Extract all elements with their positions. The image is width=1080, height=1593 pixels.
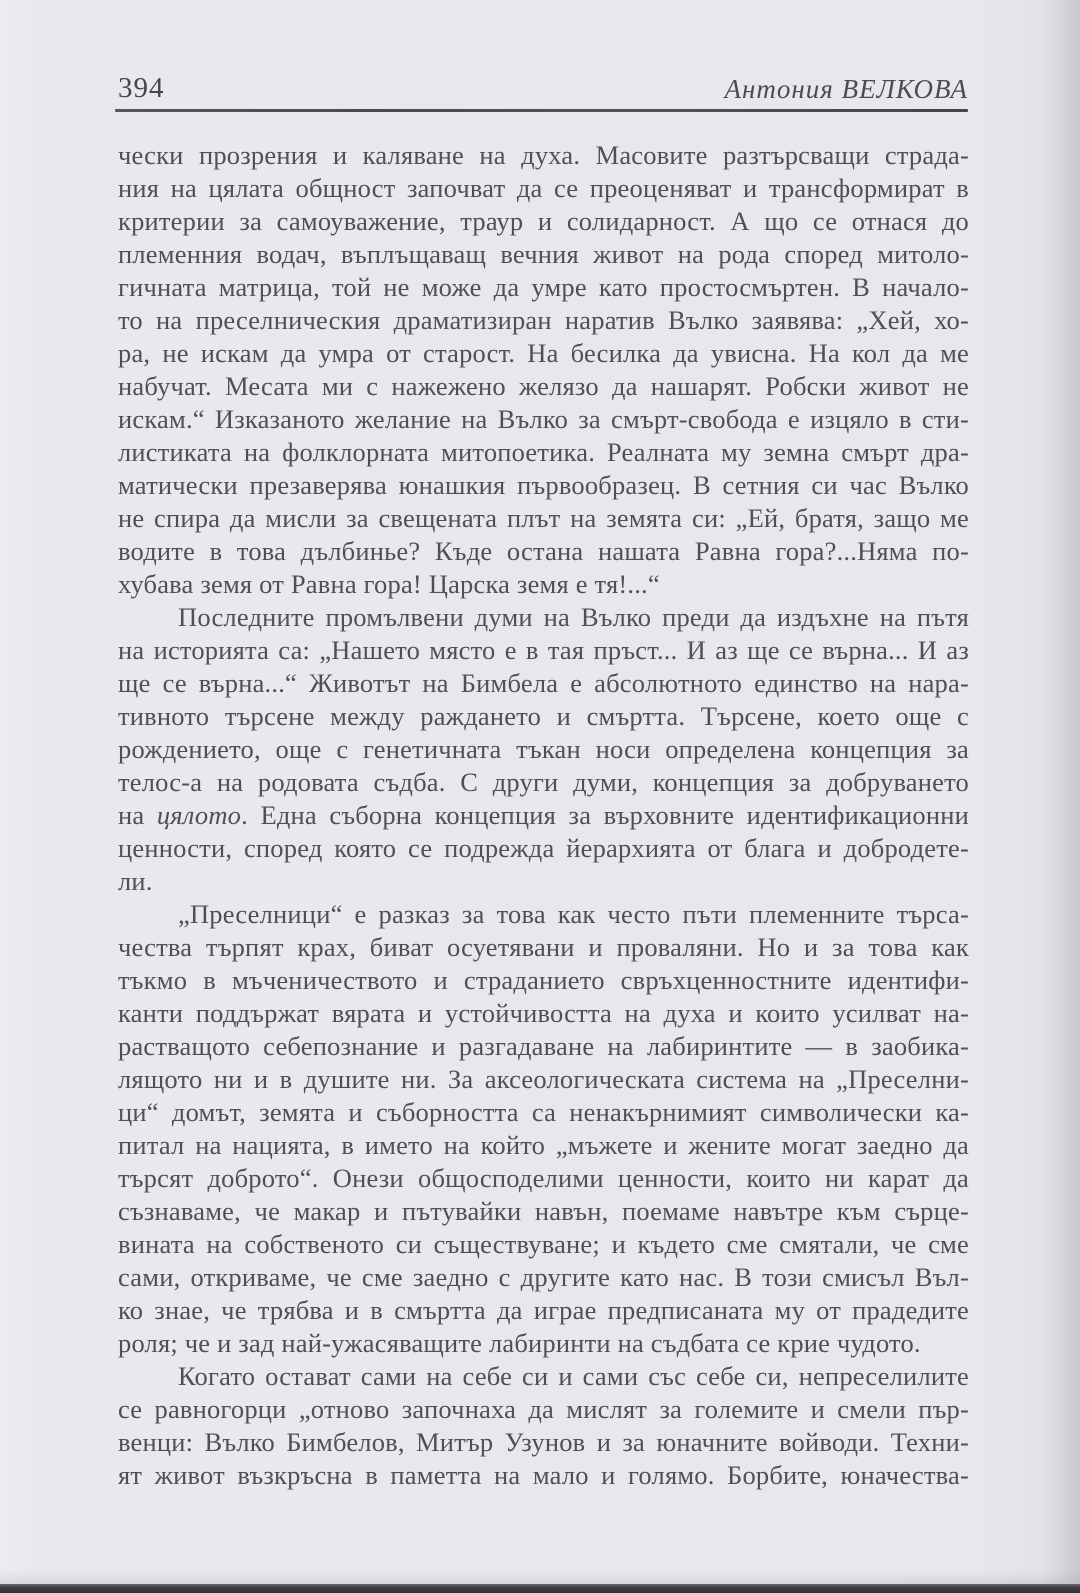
text-line: искам.“ Изказаното желание на Вълко за смърт-свобода е изцяло в сти- <box>118 404 969 434</box>
text-line: телос-а на родовата съдба. С други думи, концепция за добруването <box>118 767 969 797</box>
text-line: ли. <box>118 866 153 896</box>
text-line: ще се върна...“ Животът на Бимбела е абсолютното единство на нара- <box>118 668 969 698</box>
text-line: ра, не искам да умра от старост. На бесилка да увисна. На кол да ме <box>118 338 969 368</box>
text-line: набучат. Месата ми с нажежено желязо да нашарят. Робски живот не <box>118 371 969 401</box>
body-text <box>118 139 969 1492</box>
text-line: хубава земя от Равна гора! Царска земя е тя!...“ <box>118 569 660 599</box>
page-number: 394 <box>118 72 165 104</box>
text-line: ния на цялата общност започват да се преоценяват и трансформират в <box>118 173 969 203</box>
text-line: критерии за самоуважение, траур и солидарност. А що се отнася до <box>118 206 969 236</box>
text-line: търсят доброто“. Онези общосподелими ценности, които ни карат да <box>118 1163 969 1193</box>
text-line: „Преселници“ е разказ за това как често пъти племенните търса- <box>178 899 969 929</box>
text-line: ци“ домът, земята и съборността са ненакърнимият символически ка- <box>118 1097 969 1127</box>
text-line: не спира да мисли за свещената плът на земята си: „Ей, братя, защо ме <box>118 503 969 533</box>
text-line: на историята са: „Нашето място е в тая пръст... И аз ще се върна... И аз <box>118 635 969 665</box>
text-line: венци: Вълко Бимбелов, Митър Узунов и за юначните войводи. Техни- <box>118 1427 969 1457</box>
text-line: роля; че и зад най-ужасяващите лабиринти на съдбата се крие чудото. <box>118 1328 921 1358</box>
text-line: матически презаверява юнашкия първообразец. В сетния си час Вълко <box>118 470 969 500</box>
text-line: ко знае, че трябва и в смъртта да играе предписаната му от прадедите <box>118 1295 969 1325</box>
text-line: Когато остават сами на себе си и сами със себе си, непреселилите <box>178 1361 969 1391</box>
text-line: гичната матрица, той не може да умре като простосмъртен. В начало- <box>118 272 969 302</box>
text-line: питал на нацията, в името на който „мъжете и жените могат заедно да <box>118 1130 969 1160</box>
text-line: растващото себепознание и разгадаване на лабиринтите — в заобика- <box>118 1031 969 1061</box>
scan-edge-strip <box>0 1584 1080 1593</box>
text-line: се равногорци „отново започнаха да мислят за големите и смели пър- <box>118 1394 969 1424</box>
header-rule <box>115 109 968 112</box>
text-line: тъкмо в мъченичеството и страданието свръхценностните идентифи- <box>118 965 969 995</box>
text-line: на цялото. Една съборна концепция за върховните идентификационни <box>118 800 969 830</box>
text-line: ят живот възкръсна в паметта на мало и голямо. Борбите, юначества- <box>118 1460 969 1490</box>
running-head-author: Антония ВЕЛКОВА <box>724 74 968 104</box>
text-line: то на преселническия драматизиран наратив Вълко заявява: „Хей, хо- <box>118 305 969 335</box>
text-line: сами, откриваме, че сме заедно с другите като нас. В този смисъл Въл- <box>118 1262 969 1292</box>
text-line: канти поддържат вярата и устойчивостта на духа и които усилват на- <box>118 998 969 1028</box>
text-line: чества търпят крах, биват осуетявани и проваляни. Но и за това как <box>118 932 969 962</box>
text-line: водите в това дълбинье? Къде остана нашата Равна гора?...Няма по- <box>118 536 969 566</box>
text-line: листиката на фолклорната митопоетика. Реалната му земна смърт дра- <box>118 437 969 467</box>
scan-shadow <box>0 1570 1080 1584</box>
text-line: тивното търсене между раждането и смъртта. Търсене, което още с <box>118 701 969 731</box>
text-line: лящото ни и в душите ни. За аксеологическата система на „Преселни- <box>118 1064 969 1094</box>
text-line: вината на собственото си съществуване; и където сме смятали, че сме <box>118 1229 969 1259</box>
text-line: съзнаваме, че макар и пътувайки навън, поемаме навътре към сърце- <box>118 1196 969 1226</box>
text-line: Последните промълвени думи на Вълко преди да издъхне на пътя <box>178 602 969 632</box>
text-line: чески прозрения и каляване на духа. Масовите разтърсващи страда- <box>118 140 969 170</box>
page-header <box>118 72 968 112</box>
text-line: ценности, според която се подрежда йерархията от блага и добродете- <box>118 833 969 863</box>
text-line: племенния водач, въплъщаващ вечния живот на рода според митоло- <box>118 239 969 269</box>
text-line: рождението, още с генетичната тъкан носи определена концепция за <box>118 734 969 764</box>
